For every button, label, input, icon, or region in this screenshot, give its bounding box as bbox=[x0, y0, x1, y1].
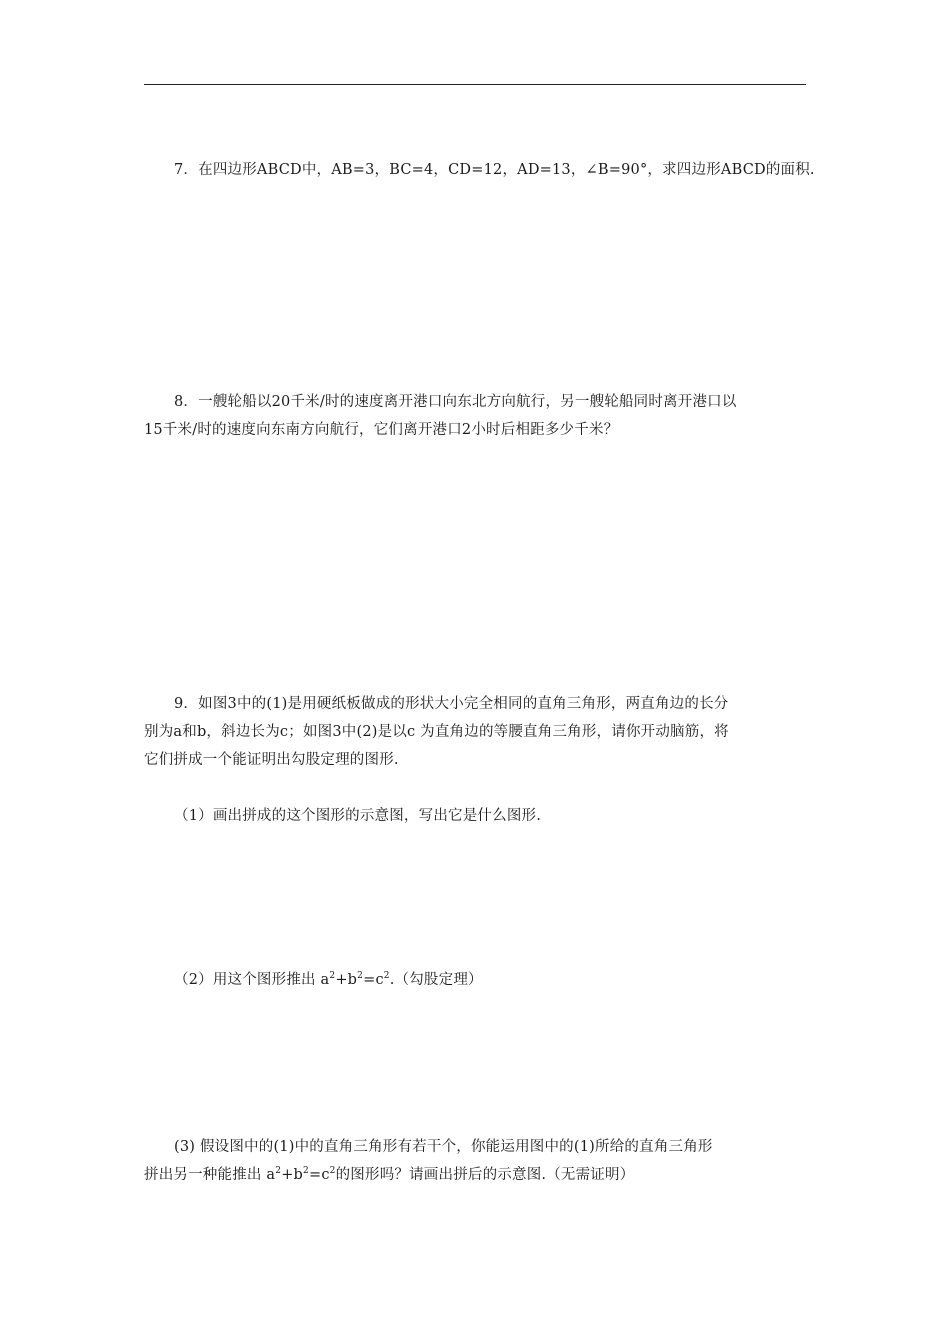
question-9 bbox=[144, 690, 806, 774]
part-2-suffix: .（勾股定理） bbox=[389, 972, 483, 988]
question-9-part-3-line-2 bbox=[144, 1161, 806, 1189]
question-8-line-2: 15千米/时的速度向东南方向航行，它们离开港口2小时后相距多少千米？ bbox=[144, 422, 619, 438]
question-7 bbox=[144, 156, 815, 184]
question-9-line-2: 别为a和b，斜边长为c；如图3中(2)是以c 为直角边的等腰直角三角形，请你开动脑筋，将 bbox=[144, 724, 729, 740]
question-7-line-1: 7．在四边形ABCD中，AB=3，BC=4，CD=12，AD=13，∠B=90°，求四边形ABCD的面积. bbox=[174, 162, 815, 178]
part-2-exp-b: 2 bbox=[357, 971, 364, 982]
part-3-exp-b: 2 bbox=[303, 1166, 309, 1177]
question-9-part-2 bbox=[144, 966, 806, 994]
question-9-part-3 bbox=[144, 1133, 806, 1189]
question-9-line-3: 它们拼成一个能证明出勾股定理的图形. bbox=[144, 752, 399, 768]
part-2-exp-c: 2 bbox=[383, 971, 390, 982]
header-rule bbox=[144, 84, 806, 85]
part-2-mid-1: +b bbox=[335, 972, 358, 988]
question-9-part-1 bbox=[144, 802, 806, 830]
part-3-prefix: 拼出另一种能推出 a bbox=[144, 1167, 276, 1183]
part-2-exp-a: 2 bbox=[329, 971, 336, 982]
part-2-prefix: （2）用这个图形推出 a bbox=[174, 972, 330, 988]
question-9-part-2-text bbox=[144, 966, 806, 994]
question-9-line-1: 9．如图3中的(1)是用硬纸板做成的形状大小完全相同的直角三角形，两直角边的长分 bbox=[174, 696, 729, 712]
part-3-exp-a: 2 bbox=[275, 1166, 282, 1177]
question-9-part-1-text: （1）画出拼成的这个图形的示意图，写出它是什么图形. bbox=[174, 808, 542, 824]
question-8 bbox=[144, 388, 806, 444]
part-3-mid-1: +b bbox=[281, 1167, 304, 1183]
question-8-line-1: 8．一艘轮船以20千米/时的速度离开港口向东北方向航行，另一艘轮船同时离开港口以 bbox=[174, 394, 737, 410]
part-3-exp-c: 2 bbox=[329, 1166, 336, 1177]
part-2-mid-2: =c bbox=[363, 972, 384, 988]
part-3-mid-2: =c bbox=[308, 1167, 330, 1183]
question-9-part-3-line-1: (3) 假设图中的(1)中的直角三角形有若干个，你能运用图中的(1)所给的直角三角形 bbox=[174, 1139, 713, 1155]
part-3-suffix: 的图形吗？请画出拼后的示意图.（无需证明） bbox=[335, 1167, 635, 1183]
